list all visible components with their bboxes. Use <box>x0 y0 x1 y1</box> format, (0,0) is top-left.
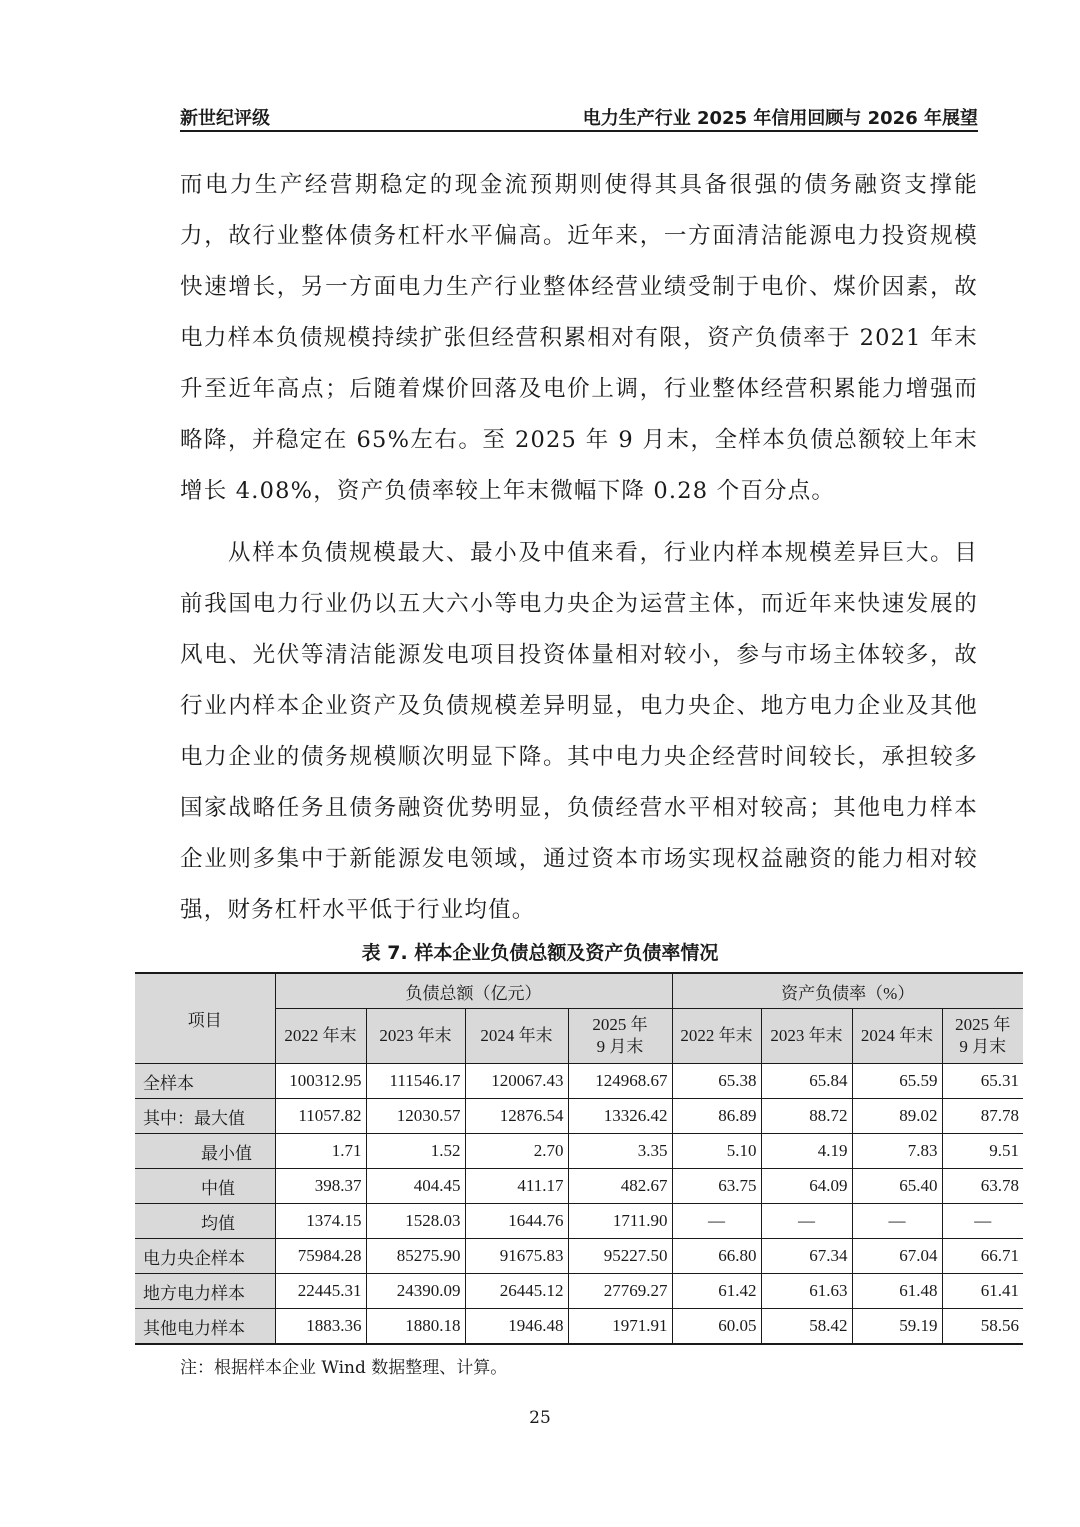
year-header: 2024 年末 <box>465 1009 568 1064</box>
table-cell: 58.42 <box>761 1309 852 1345</box>
table-cell: 65.84 <box>761 1064 852 1099</box>
table-cell: 1880.18 <box>366 1309 465 1345</box>
header-report-title: 电力生产行业 2025 年信用回顾与 2026 年展望 <box>582 108 978 129</box>
table-row <box>135 1239 1023 1274</box>
table-cell: 60.05 <box>672 1309 761 1345</box>
header-item: 项目 <box>135 973 275 1064</box>
table-cell: 64.09 <box>761 1169 852 1204</box>
table-cell: 86.89 <box>672 1099 761 1134</box>
table-cell: 67.34 <box>761 1239 852 1274</box>
table-cell: 9.51 <box>942 1134 1023 1169</box>
table-cell: 65.31 <box>942 1064 1023 1099</box>
table-cell: 11057.82 <box>275 1099 366 1134</box>
table-caption: 表 7. 样本企业负债总额及资产负债率情况 <box>361 942 719 964</box>
table-cell: 411.17 <box>465 1169 568 1204</box>
table-cell: 61.63 <box>761 1274 852 1309</box>
table-cell: 22445.31 <box>275 1274 366 1309</box>
table-cell: 12030.57 <box>366 1099 465 1134</box>
table-row <box>135 1204 1023 1239</box>
year-header: 2022 年末 <box>672 1009 761 1064</box>
table-cell: 65.40 <box>852 1169 942 1204</box>
year-header: 2022 年末 <box>275 1009 366 1064</box>
table-cell: 1.52 <box>366 1134 465 1169</box>
table-cell: 1374.15 <box>275 1204 366 1239</box>
header-total-debt: 负债总额（亿元） <box>275 973 672 1009</box>
body-paragraph-1: 而电力生产经营期稳定的现金流预期则使得其具备很强的债务融资支撑能力，故行业整体债务杠杆水平偏高。近年来，一方面清洁能源电力投资规模快速增长，另一方面电力生产行业整体经营业绩受制于电价、煤价因素，故电力样本负债规模持续扩张但经营积累相对有限，资产负债率于 2021 年末升至近年高点；后随着煤价回落及电价上调，行业整体经营积累能力增强而略降，并稳定在 65%左右。至 2025 年 9 月末，全样本负债总额较上年末增长 4.08%，资产负债率较上年末微幅下降 0.28 个百分点。 <box>180 172 978 504</box>
table-cell: 95227.50 <box>568 1239 672 1274</box>
table-cell: 7.83 <box>852 1134 942 1169</box>
debt-ratio-table <box>135 972 1023 1345</box>
table-cell: 75984.28 <box>275 1239 366 1274</box>
table-cell: 24390.09 <box>366 1274 465 1309</box>
table-row <box>135 1169 1023 1204</box>
row-label: 均值 <box>135 1204 275 1239</box>
table-cell: 3.35 <box>568 1134 672 1169</box>
table-cell: 12876.54 <box>465 1099 568 1134</box>
table-cell: — <box>672 1204 761 1239</box>
table-cell: 65.38 <box>672 1064 761 1099</box>
page-number: 25 <box>529 1408 551 1428</box>
table-cell: 61.42 <box>672 1274 761 1309</box>
table-cell: 1528.03 <box>366 1204 465 1239</box>
table-cell: 120067.43 <box>465 1064 568 1099</box>
table-cell: 87.78 <box>942 1099 1023 1134</box>
table-note: 注：根据样本企业 Wind 数据整理、计算。 <box>180 1358 508 1378</box>
table-cell: 1946.48 <box>465 1309 568 1345</box>
table-cell: 66.71 <box>942 1239 1023 1274</box>
table-cell: 1711.90 <box>568 1204 672 1239</box>
page-header <box>180 104 978 132</box>
year-header: 2025 年 9 月末 <box>942 1009 1023 1064</box>
table-cell: 1.71 <box>275 1134 366 1169</box>
table-cell: 66.80 <box>672 1239 761 1274</box>
table-row <box>135 1064 1023 1099</box>
table-cell: 88.72 <box>761 1099 852 1134</box>
table-cell: 1883.36 <box>275 1309 366 1345</box>
body-paragraph-2: 从样本负债规模最大、最小及中值来看，行业内样本规模差异巨大。目前我国电力行业仍以五大六小等电力央企为运营主体，而近年来快速发展的风电、光伏等清洁能源发电项目投资体量相对较小，参与市场主体较多，故行业内样本企业资产及负债规模差异明显，电力央企、地方电力企业及其他电力企业的债务规模顺次明显下降。其中电力央企经营时间较长，承担较多国家战略任务且债务融资优势明显，负债经营水平相对较高；其他电力样本企业则多集中于新能源发电领域，通过资本市场实现权益融资的能力相对较强，财务杠杆水平低于行业均值。 <box>180 540 978 923</box>
table-row <box>135 1134 1023 1169</box>
table-row <box>135 1274 1023 1309</box>
table-cell: 398.37 <box>275 1169 366 1204</box>
table-cell: 13326.42 <box>568 1099 672 1134</box>
table-cell: — <box>761 1204 852 1239</box>
table-cell: 91675.83 <box>465 1239 568 1274</box>
row-label: 其中：最大值 <box>135 1099 275 1134</box>
table-cell: 100312.95 <box>275 1064 366 1099</box>
table-row <box>135 1099 1023 1134</box>
table-cell: 26445.12 <box>465 1274 568 1309</box>
table-cell: 65.59 <box>852 1064 942 1099</box>
year-header: 2023 年末 <box>761 1009 852 1064</box>
table-cell: 59.19 <box>852 1309 942 1345</box>
table-cell: — <box>852 1204 942 1239</box>
table-cell: 63.75 <box>672 1169 761 1204</box>
table-cell: 404.45 <box>366 1169 465 1204</box>
table-cell: 482.67 <box>568 1169 672 1204</box>
header-debt-ratio: 资产负债率（%） <box>672 973 1023 1009</box>
table-cell: 63.78 <box>942 1169 1023 1204</box>
row-label: 其他电力样本 <box>135 1309 275 1345</box>
table-cell: 111546.17 <box>366 1064 465 1099</box>
table-cell: 5.10 <box>672 1134 761 1169</box>
table-row <box>135 1309 1023 1345</box>
table-cell: 27769.27 <box>568 1274 672 1309</box>
row-label: 地方电力样本 <box>135 1274 275 1309</box>
table-cell: 85275.90 <box>366 1239 465 1274</box>
table-cell: 2.70 <box>465 1134 568 1169</box>
table-cell: 89.02 <box>852 1099 942 1134</box>
table-cell: 58.56 <box>942 1309 1023 1345</box>
table-cell: 61.48 <box>852 1274 942 1309</box>
row-label: 电力央企样本 <box>135 1239 275 1274</box>
year-header: 2024 年末 <box>852 1009 942 1064</box>
year-header: 2023 年末 <box>366 1009 465 1064</box>
row-label: 中值 <box>135 1169 275 1204</box>
table-cell: 4.19 <box>761 1134 852 1169</box>
table-cell: 61.41 <box>942 1274 1023 1309</box>
row-label: 最小值 <box>135 1134 275 1169</box>
row-label: 全样本 <box>135 1064 275 1099</box>
table-cell: 1644.76 <box>465 1204 568 1239</box>
table-cell: 124968.67 <box>568 1064 672 1099</box>
table-cell: 67.04 <box>852 1239 942 1274</box>
header-org: 新世纪评级 <box>180 108 270 129</box>
year-header: 2025 年 9 月末 <box>568 1009 672 1064</box>
table-cell: 1971.91 <box>568 1309 672 1345</box>
table-cell: — <box>942 1204 1023 1239</box>
